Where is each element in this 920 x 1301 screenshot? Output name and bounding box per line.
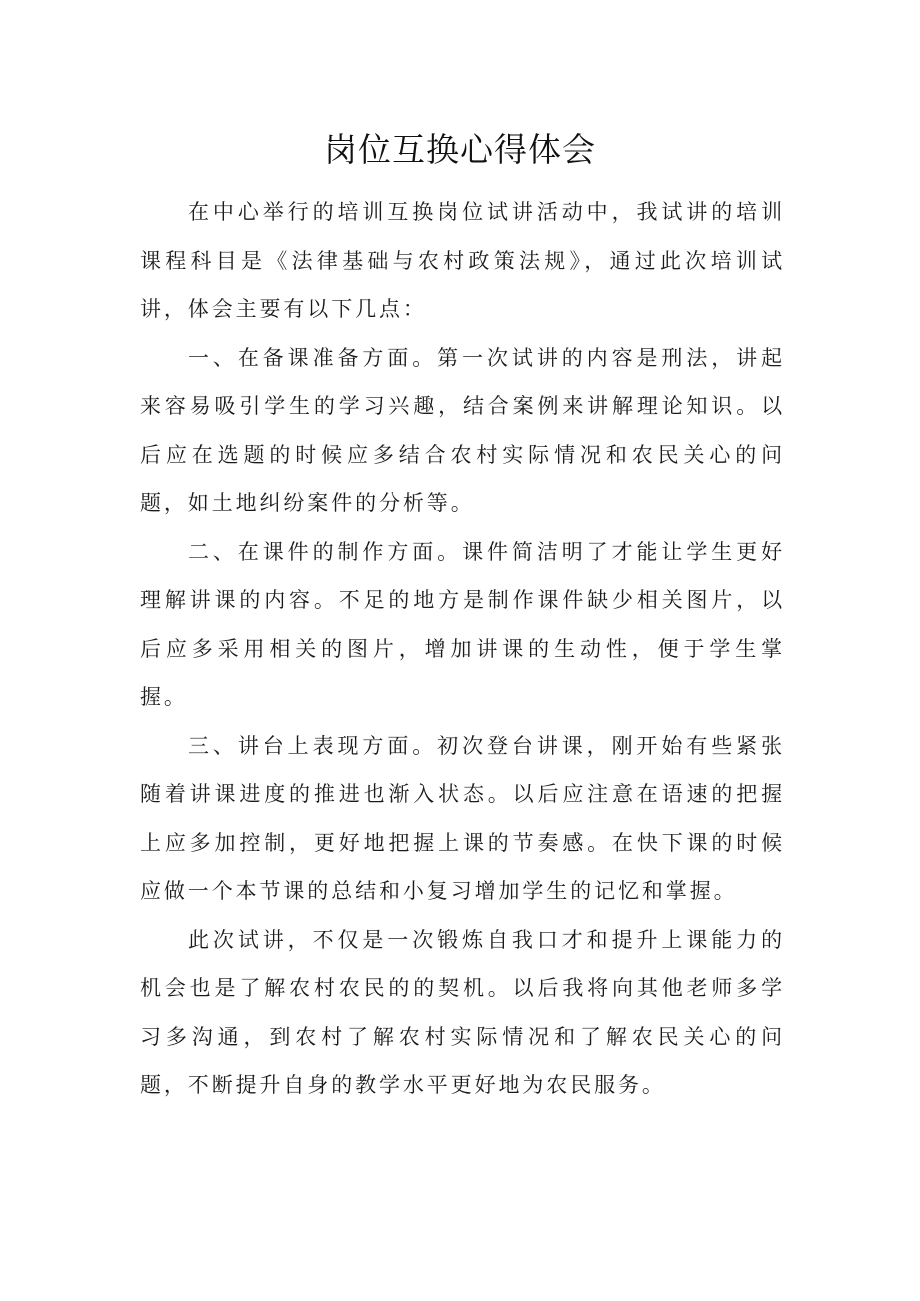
paragraph-courseware: 二、在课件的制作方面。课件简洁明了才能让学生更好理解讲课的内容。不足的地方是制作课件缺少相关图片，以后应多采用相关的图片，增加讲课的生动性，便于学生掌握。 [140, 539, 785, 709]
paragraph-intro: 在中心举行的培训互换岗位试讲活动中，我试讲的培训课程科目是《法律基础与农村政策法规》，通过此次培训试讲，体会主要有以下几点： [140, 200, 785, 321]
document-body [140, 188, 785, 1110]
paragraph-lesson-prep: 一、在备课准备方面。第一次试讲的内容是刑法，讲起来容易吸引学生的学习兴趣，结合案例来讲解理论知识。以后应在选题的时候应多结合农村实际情况和农民关心的问题，如土地纠纷案件的分析等。 [140, 345, 785, 515]
paragraph-podium-performance: 三、讲台上表现方面。初次登台讲课，刚开始有些紧张随着讲课进度的推进也渐入状态。以后应注意在语速的把握上应多加控制，更好地把握上课的节奏感。在快下课的时候应做一个本节课的总结和小复习增加学生的记忆和掌握。 [140, 733, 785, 903]
paragraph-conclusion: 此次试讲，不仅是一次锻炼自我口才和提升上课能力的机会也是了解农村农民的的契机。以后我将向其他老师多学习多沟通，到农村了解农村实际情况和了解农民关心的问题，不断提升自身的教学水平更好地为农民服务。 [140, 927, 785, 1097]
document-title: 岗位互换心得体会 [324, 130, 596, 169]
